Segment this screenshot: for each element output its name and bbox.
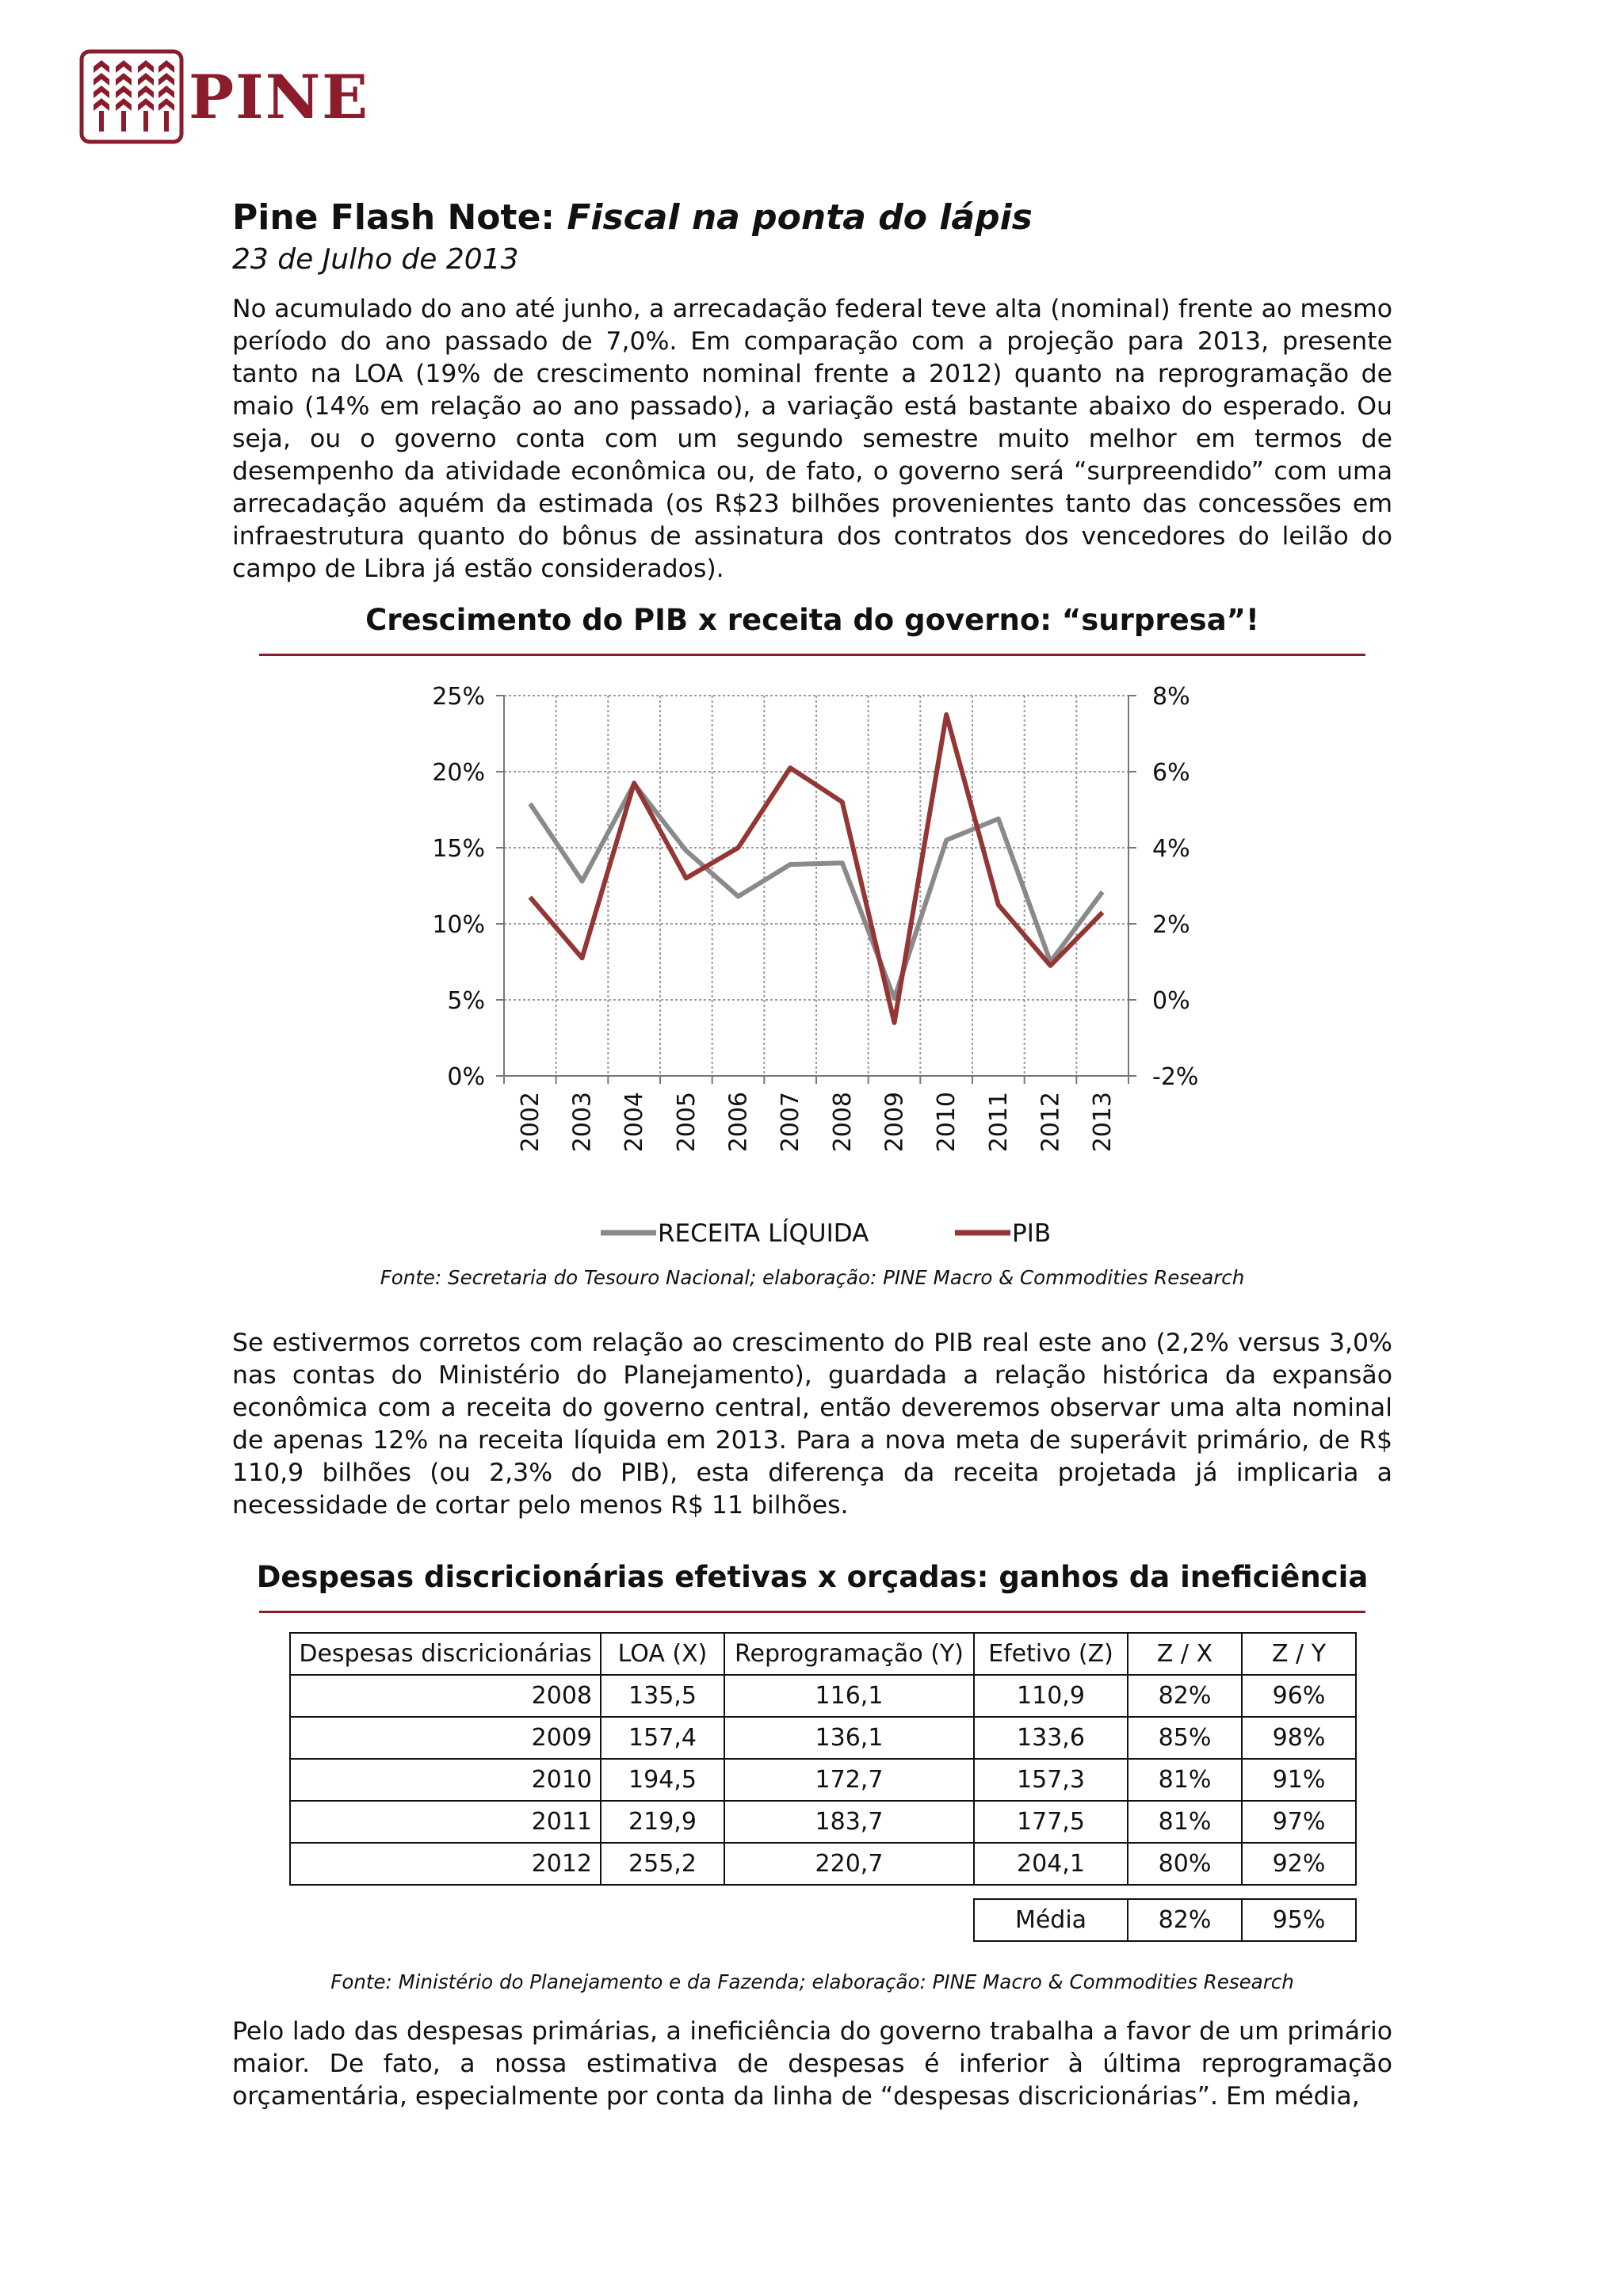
- table-title: Despesas discricionárias efetivas x orçadas: ganhos da ineficiência: [256, 1560, 1369, 1594]
- table-header-row: [290, 1633, 1356, 1675]
- x-tick-label: 2007: [777, 1092, 805, 1153]
- average-zy: 95%: [1242, 1899, 1356, 1941]
- x-tick-label: 2013: [1089, 1092, 1117, 1153]
- cell-zx: 80%: [1128, 1843, 1242, 1885]
- spacer-cell: [290, 1885, 1356, 1899]
- cell-reprogramacao: 136,1: [724, 1717, 974, 1759]
- y-left-tick-label: 25%: [432, 683, 485, 711]
- cell-year: 2012: [290, 1843, 601, 1885]
- paragraph-3: Pelo lado das despesas primárias, a ineficiência do governo trabalha a favor de um primário maior. De fato, a nossa estimativa de despesas é inferior à última reprogramação orçamentária, especialmente por conta da linha de “despesas discricionárias”. Em média,: [232, 2017, 1392, 2111]
- y-left-tick-label: 15%: [432, 835, 485, 863]
- x-tick-label: 2008: [828, 1092, 857, 1153]
- x-tick-label: 2002: [516, 1092, 544, 1153]
- col-header-reprogramacao: Reprogramação (Y): [724, 1633, 974, 1675]
- pine-tree-logo-icon: [79, 49, 184, 144]
- y-left-tick-label: 0%: [447, 1063, 485, 1091]
- cell-reprogramacao: 172,7: [724, 1759, 974, 1801]
- cell-efetivo: 133,6: [974, 1717, 1128, 1759]
- document-body: [232, 195, 1392, 2113]
- page-title: [232, 195, 1392, 241]
- blank-cell: [290, 1899, 601, 1941]
- blank-cell: [724, 1899, 974, 1941]
- paragraph-1: No acumulado do ano até junho, a arrecadação federal teve alta (nominal) frente ao mesmo período do ano passado de 7,0%. Em comparação com a projeção para 2013, presente tanto na LOA (19% de crescimento nominal frente a 2012) quanto na reprogramação de maio (14% em relação ao ano passado), a variação está bastante abaixo do esperado. Ou seja, ou o governo conta com um segundo semestre muito melhor em termos de desempenho da atividade econômica ou, de fato, o governo será “surpreendido” com uma arrecadação aquém da estimada (os R$23 bilhões provenientes tanto das concessões em infraestrutura quanto do bônus de assinatura dos contratos dos vencedores do leilão do campo de Libra já estão considerados).: [232, 295, 1392, 583]
- title-prefix: Pine Flash Note:: [232, 197, 567, 238]
- table-row: [290, 1801, 1356, 1843]
- legend-label: RECEITA LÍQUIDA: [658, 1219, 869, 1248]
- pine-logo: [79, 49, 369, 144]
- table-row: [290, 1759, 1356, 1801]
- paragraph-2: Se estivermos corretos com relação ao crescimento do PIB real este ano (2,2% versus 3,0% nas contas do Ministério do Planejamento), guardada a relação histórica da expansão econômica com a receita do governo central, então deveremos observar uma alta nominal de apenas 12% na receita líquida em 2013. Para a nova meta de superávit primário, de R$ 110,9 bilhões (ou 2,3% do PIB), esta diferença da receita projetada já implicaria a necessidade de cortar pelo menos R$ 11 bilhões.: [232, 1329, 1392, 1520]
- x-tick-label: 2006: [724, 1092, 753, 1153]
- expenses-table: [289, 1632, 1357, 1942]
- y-right-tick-label: 0%: [1152, 987, 1190, 1015]
- cell-zx: 85%: [1128, 1717, 1242, 1759]
- cell-year: 2011: [290, 1801, 601, 1843]
- logo-text: PINE: [189, 61, 370, 132]
- col-header-loa: LOA (X): [601, 1633, 724, 1675]
- x-tick-label: 2005: [672, 1092, 701, 1153]
- table-row: [290, 1675, 1356, 1717]
- x-tick-label: 2004: [621, 1092, 649, 1153]
- y-left-tick-label: 10%: [432, 911, 485, 939]
- cell-efetivo: 177,5: [974, 1801, 1128, 1843]
- cell-zy: 91%: [1242, 1759, 1356, 1801]
- cell-zy: 97%: [1242, 1801, 1356, 1843]
- y-right-tick-label: 6%: [1152, 759, 1190, 787]
- cell-loa: 219,9: [601, 1801, 724, 1843]
- x-tick-label: 2009: [880, 1092, 909, 1153]
- col-header-zy: Z / Y: [1242, 1633, 1356, 1675]
- x-tick-label: 2010: [933, 1092, 961, 1153]
- chart-source: Fonte: Secretaria do Tesouro Nacional; elaboração: PINE Macro & Commodities Research: [380, 1266, 1245, 1289]
- y-right-tick-label: 8%: [1152, 683, 1190, 711]
- average-zx: 82%: [1128, 1899, 1242, 1941]
- cell-zx: 81%: [1128, 1801, 1242, 1843]
- x-tick-label: 2012: [1037, 1092, 1065, 1153]
- cell-loa: 255,2: [601, 1843, 724, 1885]
- cell-zy: 98%: [1242, 1717, 1356, 1759]
- cell-year: 2010: [290, 1759, 601, 1801]
- cell-zy: 92%: [1242, 1843, 1356, 1885]
- cell-reprogramacao: 220,7: [724, 1843, 974, 1885]
- cell-loa: 194,5: [601, 1759, 724, 1801]
- cell-year: 2009: [290, 1717, 601, 1759]
- chart-title: Crescimento do PIB x receita do governo: “surpresa”!: [365, 603, 1259, 637]
- y-right-tick-label: -2%: [1152, 1063, 1199, 1091]
- line-chart: [232, 656, 1392, 1306]
- cell-reprogramacao: 183,7: [724, 1801, 974, 1843]
- cell-efetivo: 110,9: [974, 1675, 1128, 1717]
- cell-loa: 157,4: [601, 1717, 724, 1759]
- table-row: [290, 1843, 1356, 1885]
- table-row: [290, 1717, 1356, 1759]
- cell-zx: 81%: [1128, 1759, 1242, 1801]
- cell-loa: 135,5: [601, 1675, 724, 1717]
- y-left-tick-label: 5%: [447, 987, 485, 1015]
- blank-cell: [601, 1899, 724, 1941]
- cell-year: 2008: [290, 1675, 601, 1717]
- table-title-rule: [259, 1611, 1365, 1613]
- col-header-zx: Z / X: [1128, 1633, 1242, 1675]
- y-left-tick-label: 20%: [432, 759, 485, 787]
- table-spacer-row: [290, 1885, 1356, 1899]
- col-header-efetivo: Efetivo (Z): [974, 1633, 1128, 1675]
- cell-efetivo: 157,3: [974, 1759, 1128, 1801]
- average-label: Média: [974, 1899, 1128, 1941]
- document-date: 23 de Julho de 2013: [232, 243, 519, 276]
- x-tick-label: 2011: [984, 1092, 1013, 1153]
- cell-zx: 82%: [1128, 1675, 1242, 1717]
- legend-label: PIB: [1012, 1219, 1052, 1248]
- title-italic: Fiscal na ponta do lápis: [567, 197, 1033, 238]
- y-right-tick-label: 2%: [1152, 911, 1190, 939]
- cell-efetivo: 204,1: [974, 1843, 1128, 1885]
- table-source: Fonte: Ministério do Planejamento e da Fazenda; elaboração: PINE Macro & Commodities Research: [330, 1970, 1294, 1993]
- y-right-tick-label: 4%: [1152, 835, 1190, 863]
- cell-zy: 96%: [1242, 1675, 1356, 1717]
- table-average-row: [290, 1899, 1356, 1941]
- x-tick-label: 2003: [568, 1092, 597, 1153]
- cell-reprogramacao: 116,1: [724, 1675, 974, 1717]
- col-header-despesas: Despesas discricionárias: [290, 1633, 601, 1675]
